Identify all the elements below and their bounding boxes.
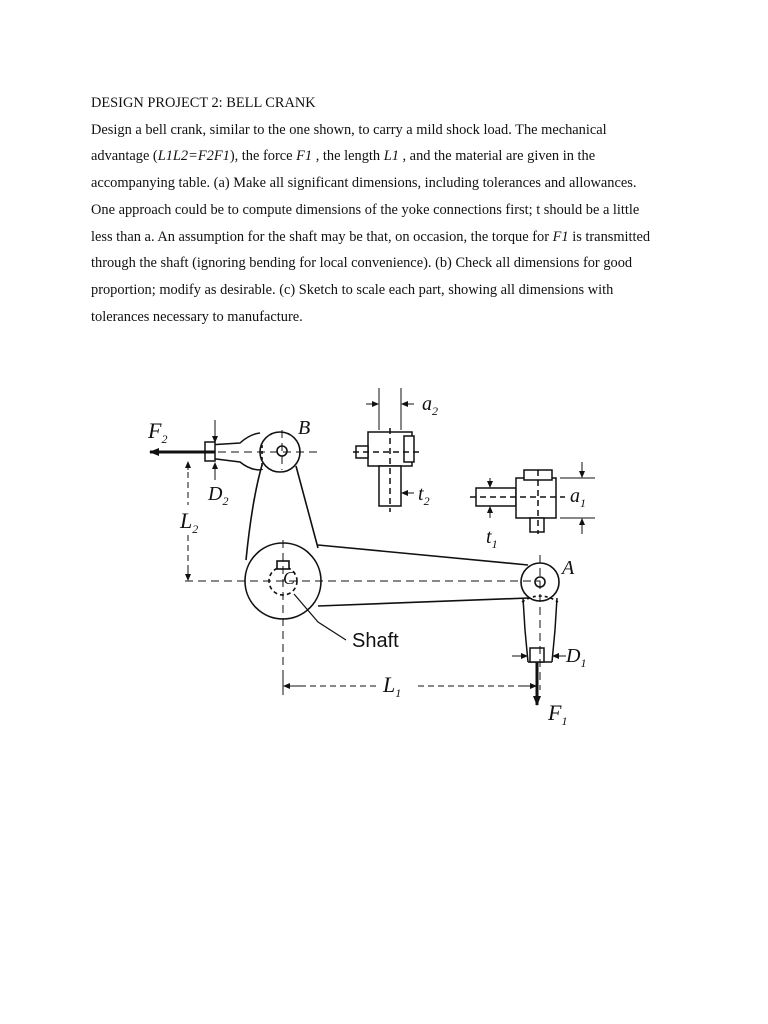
label-t2: $t_2$ [418, 483, 430, 508]
label-f1: $F_1$ [548, 700, 568, 728]
text-run: ), the force [229, 148, 297, 165]
text-block [91, 90, 691, 330]
paragraph-line-8 [91, 304, 691, 331]
text-run: accompanying table. (a) Make all significant dimensions, including tolerances and allowances. [91, 175, 637, 192]
text-run: One approach could be to compute dimensions of the yoke connections first; t should be a little [91, 201, 640, 218]
text-run: through the shaft (ignoring bending for local convenience). (b) Check all dimensions for good [91, 255, 633, 272]
text-run: tolerances necessary to manufacture. [91, 308, 303, 325]
paragraph-line-4 [91, 197, 691, 224]
text-run: Design a bell crank, similar to the one shown, to carry a mild shock load. The mechanical [91, 121, 607, 138]
paragraph-line-1 [91, 117, 691, 144]
label-c: C [283, 568, 296, 588]
label-a2: $a_2$ [422, 393, 438, 418]
label-d1: $D_1$ [566, 645, 587, 670]
label-shaft: Shaft [352, 630, 399, 652]
paragraph-line-5 [91, 224, 691, 251]
text-run: is transmitted [568, 228, 651, 245]
detail-yoke-b [353, 388, 420, 512]
math-force-f1: F1 [296, 148, 313, 165]
label-b: B [298, 417, 311, 439]
text-run: , and the material are given in the [398, 148, 596, 165]
text-run: proportion; modify as desirable. (c) Sketch to scale each part, showing all dimensions with [91, 281, 614, 298]
paragraph-line-2 [91, 143, 691, 170]
paragraph-line-3 [91, 170, 691, 197]
label-d2: $D_2$ [208, 483, 229, 508]
boss-b [260, 432, 300, 472]
label-l1: $L_1$ [383, 672, 402, 700]
text-run: , the length [312, 148, 384, 165]
bell-crank-drawing [130, 370, 620, 740]
text-run: advantage ( [91, 148, 158, 165]
label-t1: $t_1$ [486, 526, 498, 551]
math-length-l1: L1 [383, 148, 399, 165]
bell-crank-figure [130, 370, 620, 740]
heading: DESIGN PROJECT 2: BELL CRANK [91, 95, 316, 111]
label-a: A [562, 557, 575, 579]
paragraph-line-6 [91, 250, 691, 277]
label-a1: $a_1$ [570, 485, 586, 510]
label-l2: $L_2$ [180, 508, 199, 536]
text-run: less than a. An assumption for the shaft may be that, on occasion, the torque for [91, 228, 553, 245]
math-mechanical-advantage: L1L2=F2F1 [157, 148, 230, 165]
math-force-f1: F1 [552, 228, 569, 245]
label-f2: $F_2$ [148, 418, 168, 446]
dimension-l1 [283, 678, 536, 695]
paragraph-line-7 [91, 277, 691, 304]
